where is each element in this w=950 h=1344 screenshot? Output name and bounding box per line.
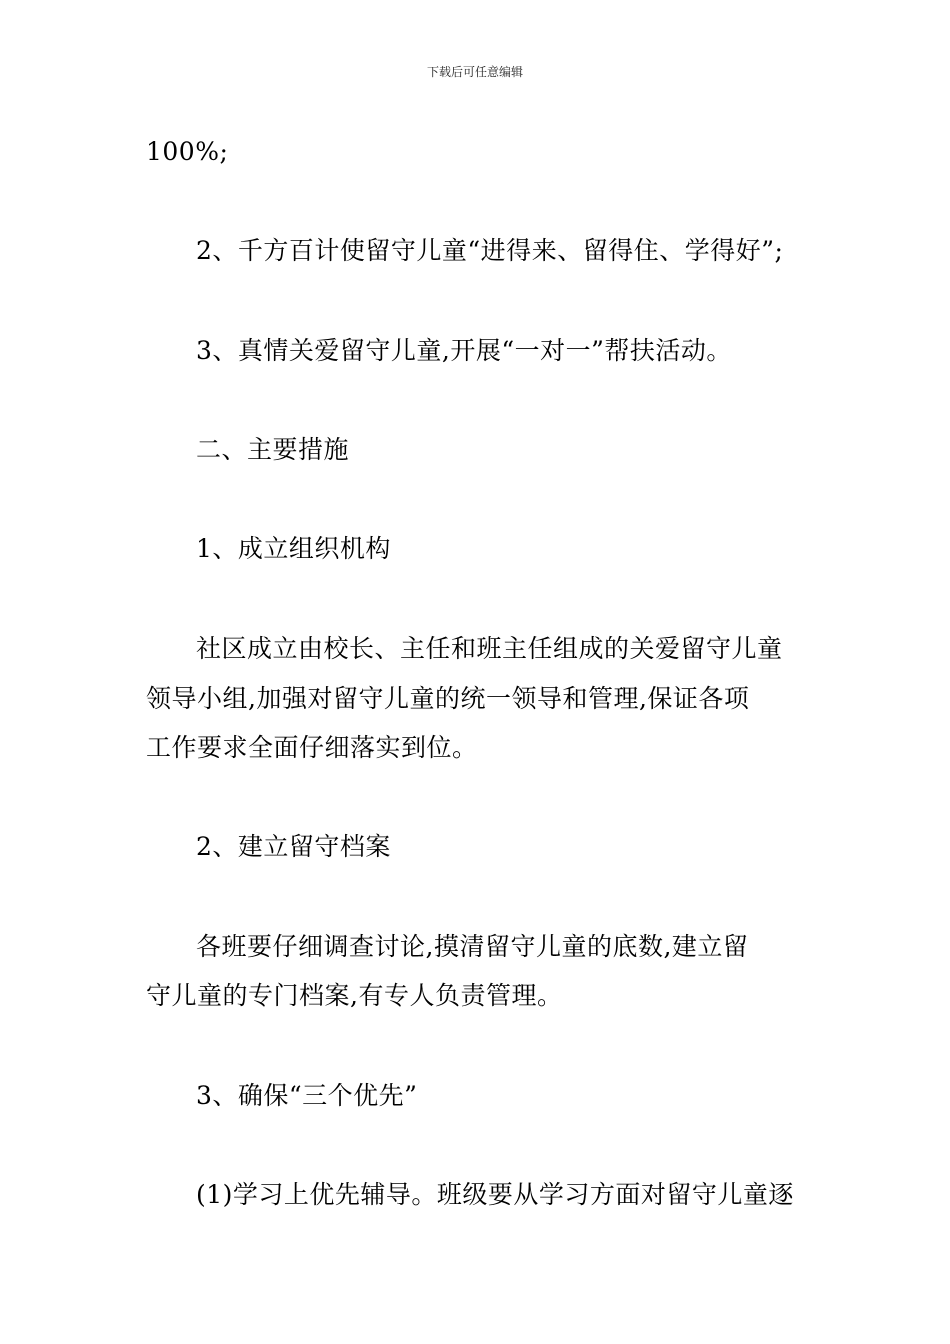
text-line: 3、真情关爱留守儿童,开展“一对一”帮扶活动。 — [196, 336, 732, 365]
text-line: 各班要仔细调查讨论,摸清留守儿童的底数,建立留 — [196, 932, 749, 961]
text-line: (1)学习上优先辅导。班级要从学习方面对留守儿童逐 — [196, 1180, 794, 1209]
section-heading: 二、主要措施 — [196, 435, 350, 464]
page-header: 下载后可任意编辑 — [426, 65, 523, 79]
subsection-heading: 2、建立留守档案 — [196, 832, 391, 861]
subsection-heading: 1、成立组织机构 — [196, 534, 391, 563]
text-line: 工作要求全面仔细落实到位。 — [146, 733, 478, 762]
text-line: 2、千方百计使留守儿童“进得来、留得住、学得好”; — [196, 236, 784, 265]
subsection-heading: 3、确保“三个优先” — [196, 1081, 418, 1110]
text-line: 守儿童的专门档案,有专人负责管理。 — [146, 981, 563, 1010]
text-line: 领导小组,加强对留守儿童的统一领导和管理,保证各项 — [146, 684, 750, 713]
text-line: 100%; — [146, 137, 229, 166]
text-line: 社区成立由校长、主任和班主任组成的关爱留守儿童 — [196, 634, 783, 663]
